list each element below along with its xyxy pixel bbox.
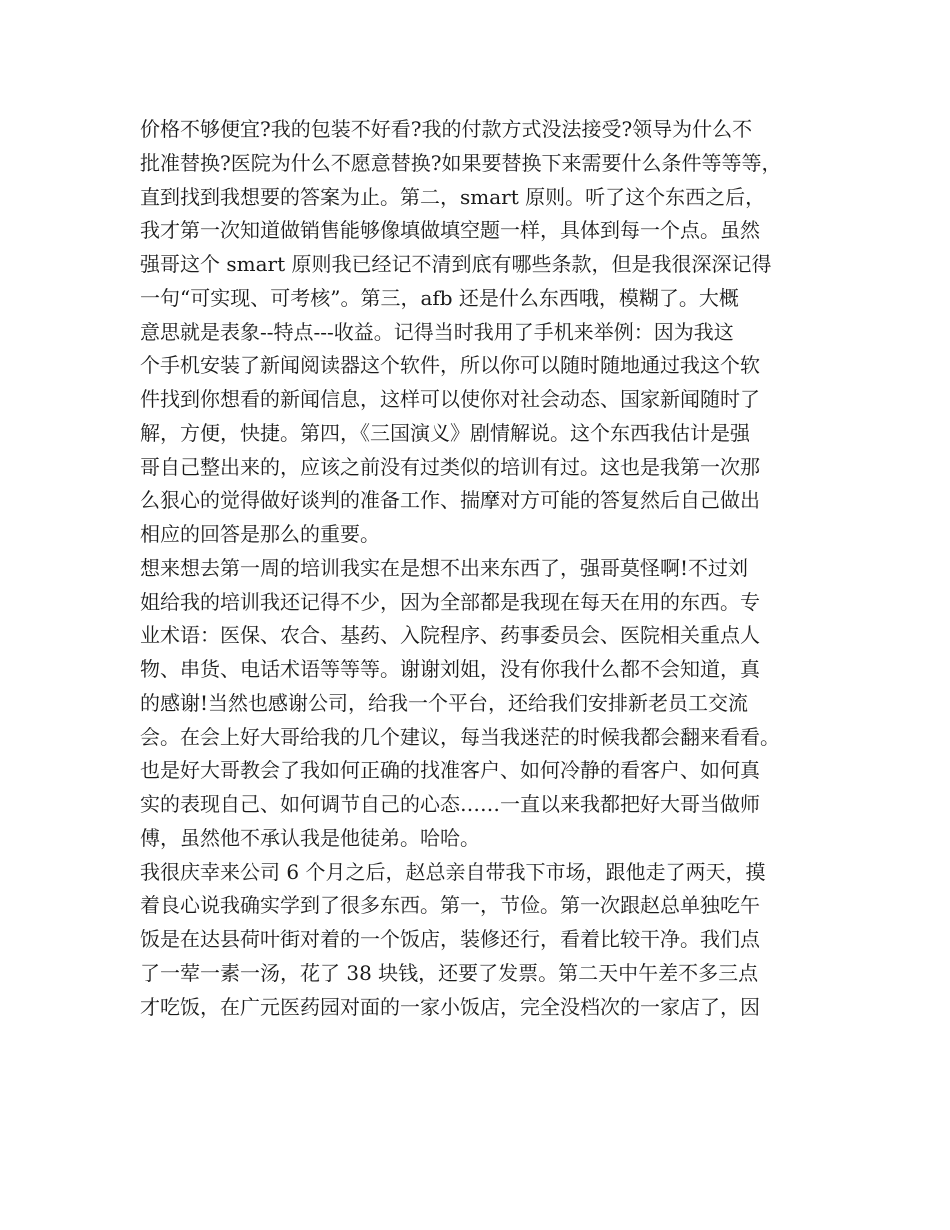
text-line: 才吃饭，在广元医药园对面的一家小饭店，完全没档次的一家店了，因: [140, 994, 760, 1019]
text-line: 哥自己整出来的，应该之前没有过类似的培训有过。这也是我第一次那: [140, 454, 760, 479]
text-line: 相应的回答是那么的重要。: [140, 522, 380, 546]
text-line: 件找到你想看的新闻信息，这样可以使你对社会动态、国家新闻随时了: [140, 387, 760, 411]
text-line: 我很庆幸来公司 6 个月之后，赵总亲自带我下市场，跟他走了两天，摸: [140, 859, 766, 884]
text-line: 实的表现自己、如何调节自己的心态……一直以来我都把好大哥当做师: [140, 792, 760, 816]
text-line: 了一荤一素一汤，花了 38 块钱，还要了发票。第二天中午差不多三点: [140, 960, 759, 985]
text-line: 意思就是表象--特点---收益。记得当时我用了手机来举例：因为我这: [140, 319, 734, 344]
text-line: 个手机安装了新闻阅读器这个软件，所以你可以随时随地通过我这个软: [140, 353, 760, 378]
text-line: 姐给我的培训我还记得不少，因为全部都是我现在每天在用的东西。专: [140, 589, 760, 614]
text-line: 物、串货、电话术语等等等。谢谢刘姐，没有你我什么都不会知道，真: [140, 657, 760, 681]
text-line: 批准替换?医院为什么不愿意替换?如果要替换下来需要什么条件等等等，: [140, 150, 782, 175]
text-line: 一句“可实现、可考核”。第三，afb 还是什么东西哦，模糊了。大概: [140, 285, 739, 310]
text-line: 的感谢!当然也感谢公司，给我一个平台，还给我们安排新老员工交流: [140, 690, 749, 715]
text-line: 解，方便，快捷。第四，《三国演义》剧情解说。这个东西我估计是强: [140, 420, 750, 445]
text-line: 会。在会上好大哥给我的几个建议，每当我迷茫的时候我都会翻来看看。: [140, 724, 780, 749]
text-line: 强哥这个 smart 原则我已经记不清到底有哪些条款，但是我很深深记得: [140, 252, 772, 276]
text-line: 业术语：医保、农合、基药、入院程序、药事委员会、医院相关重点人: [140, 623, 760, 648]
text-line: 着良心说我确实学到了很多东西。第一，节俭。第一次跟赵总单独吃午: [140, 893, 760, 918]
text-line: 价格不够便宜?我的包装不好看?我的付款方式没法接受?领导为什么不: [140, 117, 753, 141]
text-line: 直到找到我想要的答案为止。第二，smart 原则。听了这个东西之后，: [140, 184, 766, 209]
text-line: 傅，虽然他不承认我是他徒弟。哈哈。: [140, 825, 480, 850]
text-line: 也是好大哥教会了我如何正确的找准客户、如何冷静的看客户、如何真: [140, 758, 760, 783]
text-line: 么狠心的觉得做好谈判的准备工作、揣摩对方可能的答复然后自己做出: [140, 488, 760, 513]
body-text: [140, 113, 820, 1024]
text-line: 想来想去第一周的培训我实在是想不出来东西了，强哥莫怪啊!不过刘: [140, 555, 749, 580]
text-line: 我才第一次知道做销售能够像填做填空题一样，具体到每一个点。虽然: [140, 218, 760, 243]
text-line: 饭是在达县荷叶街对着的一个饭店，装修还行，看着比较干净。我们点: [140, 927, 760, 951]
